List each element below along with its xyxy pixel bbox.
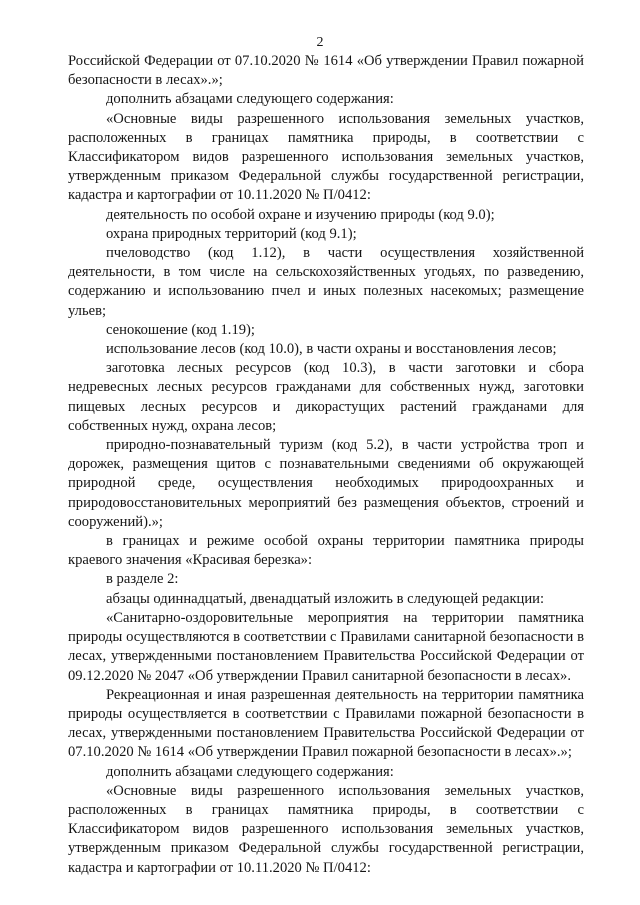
paragraph: в разделе 2: [106, 571, 179, 588]
paragraph: в границах и режиме особой охраны территории памятника природы краевого значения «Красивая березка»: [68, 533, 584, 569]
list-item: природно-познавательный туризм (код 5.2), в части устройства троп и дорожек, размещения щитов с познавательными сведениями об окружающей природной среде, осуществления необходимых природоохранных и природовосстановительных мероприятий без размещения объектов, строений и сооружений).»; [68, 437, 584, 530]
paragraph: дополнить абзацами следующего содержания: [106, 91, 394, 108]
list-item: охрана природных территорий (код 9.1); [106, 225, 357, 242]
list-item: сенокошение (код 1.19); [106, 321, 255, 338]
paragraph-continuation: Российской Федерации от 07.10.2020 № 1614 «Об утверждении Правил пожарной безопасности в лесах».»; [68, 53, 584, 89]
paragraph: «Санитарно-оздоровительные мероприятия на территории памятника природы осуществляются в соответствии с Правилами санитарной безопасности в лесах, утвержденными постановлением Правительства Российской Федерации от 09.12.2020 № 2047 «Об утверждении Правил санитарной безопасности в лесах». [68, 609, 584, 684]
document-body [68, 52, 584, 878]
list-item: использование лесов (код 10.0), в части охраны и восстановления лесов; [106, 341, 557, 358]
paragraph: абзацы одиннадцатый, двенадцатый изложить в следующей редакции: [106, 590, 545, 607]
page-number: 2 [316, 35, 324, 50]
paragraph: «Основные виды разрешенного использования земельных участков, расположенных в границах памятника природы, в соответствии с Классификатором видов разрешенного использования земельных участков, утвержденным приказом Федеральной службы государственной регистрации, кадастра и картографии от 10.11.2020 № П/0412: [68, 110, 584, 204]
paragraph: дополнить абзацами следующего содержания: [106, 763, 394, 780]
paragraph: «Основные виды разрешенного использования земельных участков, расположенных в границах памятника природы, в соответствии с Классификатором видов разрешенного использования земельных участков, утвержденным приказом Федеральной службы государственной регистрации, кадастра и картографии от 10.11.2020 № П/0412: [68, 782, 584, 876]
list-item: заготовка лесных ресурсов (код 10.3), в части заготовки и сбора недревесных лесных ресурсов гражданами для собственных нужд, заготовки пищевых лесных ресурсов и дикорастущих растений гражданами для собственных нужд, охрана лесов; [68, 360, 584, 434]
list-item: деятельность по особой охране и изучению природы (код 9.0); [106, 206, 495, 223]
list-item: пчеловодство (код 1.12), в части осуществления хозяйственной деятельности, в том числе на сельскохозяйственных угодьях, по разведению, содержанию и использованию пчел и иных полезных насекомых; размещение ульев; [68, 245, 584, 319]
paragraph: Рекреационная и иная разрешенная деятельность на территории памятника природы осуществляется в соответствии с Правилами пожарной безопасности в лесах, утвержденными постановлением Правительства Российской Федерации от 07.10.2020 № 1614 «Об утверждении Правил пожарной безопасности в лесах».»; [68, 686, 584, 761]
